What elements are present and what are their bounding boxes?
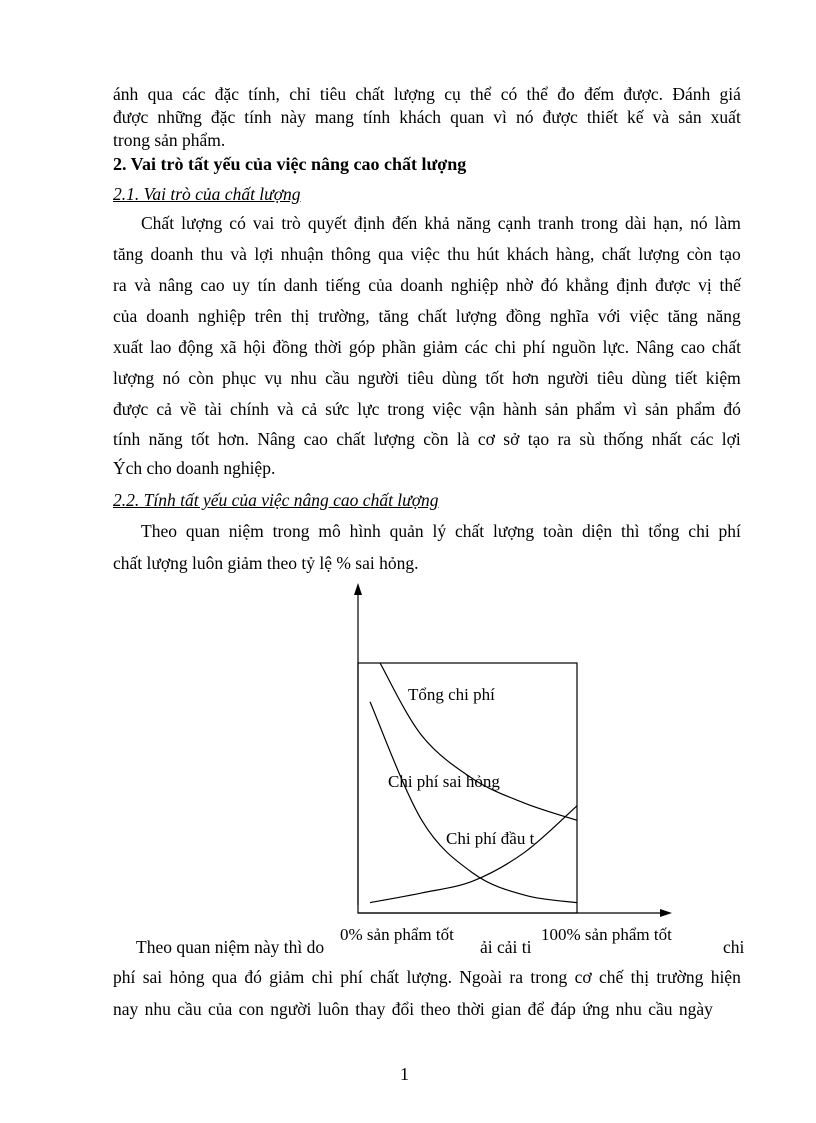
word: trường <box>656 967 704 987</box>
word: khách <box>506 244 549 264</box>
word: nhu <box>290 368 317 388</box>
word: sản <box>545 399 569 419</box>
word: quản <box>389 521 424 541</box>
word: phẩm <box>676 399 716 419</box>
word: lượng. <box>406 967 452 987</box>
word: đặc <box>214 84 240 104</box>
word: mang <box>314 107 354 127</box>
word: lực <box>357 399 380 419</box>
word: tín <box>257 275 277 295</box>
word: ra <box>509 967 524 987</box>
word: chi <box>311 967 333 987</box>
word: chế <box>598 967 624 987</box>
word: này <box>280 107 306 127</box>
word: tranh <box>537 213 574 233</box>
word: chính <box>230 399 269 419</box>
word: dùng <box>441 368 477 388</box>
word: quan <box>185 521 220 541</box>
x-tick-label-end: 100% sản phẩm tốt <box>541 925 672 944</box>
word: lượng <box>181 213 223 233</box>
word: uy <box>232 275 250 295</box>
word: tổng <box>648 521 680 541</box>
word: ứng <box>582 999 610 1019</box>
word: trong <box>580 213 618 233</box>
word: hỏng <box>169 967 205 987</box>
word: người <box>270 999 312 1019</box>
word: thiết <box>586 107 618 127</box>
word: sức <box>325 399 350 419</box>
word: các <box>464 337 488 357</box>
word: thông <box>330 244 371 264</box>
word: lao <box>149 337 172 357</box>
word: thể <box>470 84 492 104</box>
after-line-1-mid: ải cải ti <box>480 937 532 957</box>
word: ra <box>113 275 127 295</box>
word: tốt <box>485 368 504 388</box>
word: làm <box>714 213 741 233</box>
word: lượng <box>638 244 680 264</box>
role-line-9: Ých cho doanh nghiệp. <box>113 458 276 478</box>
word: vai <box>252 213 275 233</box>
word: trong <box>387 399 425 419</box>
word: tính <box>362 107 391 127</box>
word: tài <box>204 399 222 419</box>
word: tăng <box>378 306 409 326</box>
word: cụ <box>444 84 461 104</box>
word: cạnh <box>497 213 531 233</box>
word: sản <box>645 399 669 419</box>
word: của <box>113 306 138 326</box>
word: cơ <box>477 429 495 449</box>
word: mô <box>318 521 341 541</box>
word: theo <box>420 999 451 1019</box>
word: trường, <box>318 306 370 326</box>
word: nhu <box>144 999 171 1019</box>
word: các <box>690 429 714 449</box>
word: lực. <box>602 337 630 357</box>
word: cơ <box>574 967 592 987</box>
word: nhờ <box>506 275 533 295</box>
word: nhất <box>651 429 682 449</box>
defect-cost-label: Chi phí sai hỏng <box>388 772 500 791</box>
word: được <box>113 399 149 419</box>
word: Nâng <box>257 429 296 449</box>
word: nhuận <box>280 244 324 264</box>
word: tiêu <box>407 368 434 388</box>
word: định <box>616 275 648 295</box>
word: sai <box>142 967 163 987</box>
word: có <box>500 84 518 104</box>
y-axis-arrow <box>354 583 362 595</box>
word: lượng <box>373 429 415 449</box>
word: vụ <box>264 368 283 388</box>
word: để <box>527 999 545 1019</box>
word: tính, <box>248 84 280 104</box>
word: việc <box>410 244 440 264</box>
word: cầu <box>325 368 350 388</box>
after-line-2 <box>113 966 741 988</box>
after-line-1-start: Theo quan niệm này thì do <box>136 937 325 957</box>
word: nâng <box>158 275 193 295</box>
word: chi <box>688 521 710 541</box>
word: lượng <box>493 521 535 541</box>
word: nghiệp <box>198 306 246 326</box>
word: cao <box>200 275 225 295</box>
word: hiện <box>710 967 741 987</box>
word: đó <box>244 967 262 987</box>
word: hội <box>243 337 266 357</box>
word: năng <box>148 429 183 449</box>
page-number: 1 <box>400 1064 409 1084</box>
word: tính <box>113 429 141 449</box>
word: chất <box>370 967 400 987</box>
word: năng <box>706 306 741 326</box>
word: kế <box>627 107 644 127</box>
word: tạo <box>527 429 550 449</box>
word: tốt <box>190 429 210 449</box>
word: trong <box>272 521 310 541</box>
word: của <box>368 275 393 295</box>
word: lý <box>432 521 447 541</box>
word: chất <box>336 429 366 449</box>
word: cầu <box>648 999 673 1019</box>
word: chất <box>711 337 741 357</box>
word: hơn. <box>217 429 249 449</box>
word: động <box>178 337 214 357</box>
after-line-3 <box>113 998 713 1020</box>
word: quyết <box>307 213 347 233</box>
word: sở <box>503 429 520 449</box>
word: phí <box>113 967 136 987</box>
word: là <box>456 429 470 449</box>
word: chất <box>417 306 447 326</box>
word: còn <box>686 244 713 264</box>
word: hút <box>477 244 500 264</box>
word: qua <box>147 84 173 104</box>
word: dùng <box>631 368 667 388</box>
word: sản <box>678 107 702 127</box>
word: tính <box>244 107 272 127</box>
word: nó <box>162 368 181 388</box>
word: đặc <box>210 107 236 127</box>
word: tạo <box>719 244 741 264</box>
word: vì <box>493 107 507 127</box>
word: qua <box>378 244 404 264</box>
word: ánh <box>113 84 139 104</box>
word: có <box>229 213 246 233</box>
word: chất <box>355 84 385 104</box>
word: người <box>547 368 589 388</box>
x-axis-arrow <box>660 909 672 917</box>
word: thời <box>457 999 485 1019</box>
word: đó <box>540 275 559 295</box>
word: vị <box>698 275 712 295</box>
word: diện <box>581 521 613 541</box>
word: phí <box>718 521 741 541</box>
word: lượng <box>393 84 435 104</box>
word: đo <box>557 84 575 104</box>
word: đến <box>392 213 418 233</box>
word: tăng <box>667 306 698 326</box>
word: và <box>134 275 151 295</box>
word: nghiệp <box>450 275 499 295</box>
word: phần <box>381 337 416 357</box>
word: chất <box>454 521 485 541</box>
x-tick-label-start: 0% sản phẩm tốt <box>340 925 454 944</box>
word: lượng <box>113 368 155 388</box>
word: tiết <box>675 368 698 388</box>
word: chất <box>601 244 631 264</box>
word: nhu <box>615 999 642 1019</box>
word: ra <box>557 429 572 449</box>
total-cost-label: Tổng chi phí <box>408 685 495 704</box>
word: Đánh <box>672 84 711 104</box>
word: lợi <box>254 244 274 264</box>
word: niệm <box>228 521 264 541</box>
word: thời <box>314 337 343 357</box>
word: vì <box>623 399 637 419</box>
word: vận <box>469 399 495 419</box>
word: người <box>357 368 399 388</box>
word: khả <box>424 213 450 233</box>
word: giảm <box>269 967 305 987</box>
word: của <box>207 999 233 1019</box>
word: giảm <box>422 337 458 357</box>
word: còn <box>188 368 214 388</box>
word: Chất <box>141 213 175 233</box>
section-heading: 2. Vai trò tất yếu của việc nâng cao chất lượng <box>113 154 467 174</box>
word: cầu <box>177 999 202 1019</box>
word: trên <box>254 306 282 326</box>
word: đồng <box>272 337 308 357</box>
word: năng <box>456 213 491 233</box>
word: doanh <box>400 275 444 295</box>
word: danh <box>283 275 318 295</box>
word: định <box>353 213 385 233</box>
word: cao <box>680 337 705 357</box>
word: thị <box>630 967 650 987</box>
word: góp <box>348 337 376 357</box>
word: và <box>276 399 294 419</box>
sub-heading-necessity: 2.2. Tính tất yếu của việc nâng cao chất lượng <box>113 490 439 510</box>
word: sù <box>579 429 595 449</box>
word: được <box>113 107 149 127</box>
word: thì <box>620 521 640 541</box>
word: thống <box>603 429 644 449</box>
word: được <box>542 107 578 127</box>
word: con <box>238 999 264 1019</box>
word: doanh <box>146 306 190 326</box>
word: hành <box>502 399 537 419</box>
word: trong <box>530 967 568 987</box>
word: xuất <box>113 337 144 357</box>
word: tiếng <box>325 275 361 295</box>
word: với <box>597 306 621 326</box>
word: xã <box>219 337 237 357</box>
word: thay <box>355 999 386 1019</box>
word: kiệm <box>705 368 741 388</box>
word: khẳng <box>565 275 609 295</box>
word: dài <box>624 213 647 233</box>
word: hình <box>349 521 381 541</box>
word: và <box>652 107 670 127</box>
word: hạn, <box>653 213 684 233</box>
word: doanh <box>150 244 194 264</box>
word: tăng <box>113 244 144 264</box>
word: ngày <box>678 999 713 1019</box>
word: nó <box>515 107 534 127</box>
word: đáp <box>550 999 576 1019</box>
word: phí <box>522 337 546 357</box>
word: Theo <box>141 521 177 541</box>
word: khách <box>399 107 442 127</box>
word: cả <box>301 399 318 419</box>
word: Nâng <box>635 337 674 357</box>
word: phục <box>222 368 257 388</box>
word: đổi <box>391 999 415 1019</box>
word: hàng, <box>555 244 595 264</box>
investment-cost-line <box>370 806 577 903</box>
word: toàn <box>542 521 574 541</box>
word: cao <box>303 429 328 449</box>
word: hơn <box>512 368 540 388</box>
word: về <box>179 399 197 419</box>
word: thu <box>200 244 224 264</box>
word: giá <box>719 84 741 104</box>
word: cồn <box>423 429 449 449</box>
investment-cost-label: Chi phí đầu t <box>446 829 535 848</box>
word: phẩm <box>576 399 616 419</box>
intro-line-3: trong sản phẩm. <box>113 130 226 150</box>
word: Ngoài <box>459 967 503 987</box>
word: đồng <box>505 306 541 326</box>
after-line-1-end: chi <box>723 937 745 957</box>
word: lợi <box>721 429 741 449</box>
word: việc <box>629 306 659 326</box>
word: chỉ <box>289 84 311 104</box>
word: tiêu <box>596 368 624 388</box>
word: tiêu <box>319 84 347 104</box>
word: được <box>655 275 691 295</box>
word: luôn <box>317 999 349 1019</box>
word: được. <box>623 84 664 104</box>
word: thu <box>447 244 470 264</box>
word: trò <box>281 213 301 233</box>
defect-cost-line <box>370 702 577 903</box>
word: cả <box>156 399 172 419</box>
word: thể <box>526 84 548 104</box>
word: phí <box>340 967 363 987</box>
word: xuất <box>710 107 741 127</box>
word: gian <box>491 999 522 1019</box>
word: các <box>182 84 206 104</box>
word: việc <box>432 399 462 419</box>
word: thị <box>290 306 310 326</box>
word: nghĩa <box>549 306 589 326</box>
word: những <box>157 107 202 127</box>
word: đếm <box>583 84 615 104</box>
word: quan <box>450 107 485 127</box>
word: nó <box>690 213 708 233</box>
sub-heading-role: 2.1. Vai trò của chất lượng <box>113 184 301 204</box>
word: chi <box>494 337 517 357</box>
word: nguồn <box>552 337 596 357</box>
word: và <box>230 244 247 264</box>
word: lượng <box>455 306 497 326</box>
word: đó <box>723 399 741 419</box>
word: thế <box>719 275 741 295</box>
necessity-line-2: chất lượng luôn giảm theo tỷ lệ % sai hỏng. <box>113 553 419 573</box>
word: qua <box>211 967 238 987</box>
word: nay <box>113 999 139 1019</box>
